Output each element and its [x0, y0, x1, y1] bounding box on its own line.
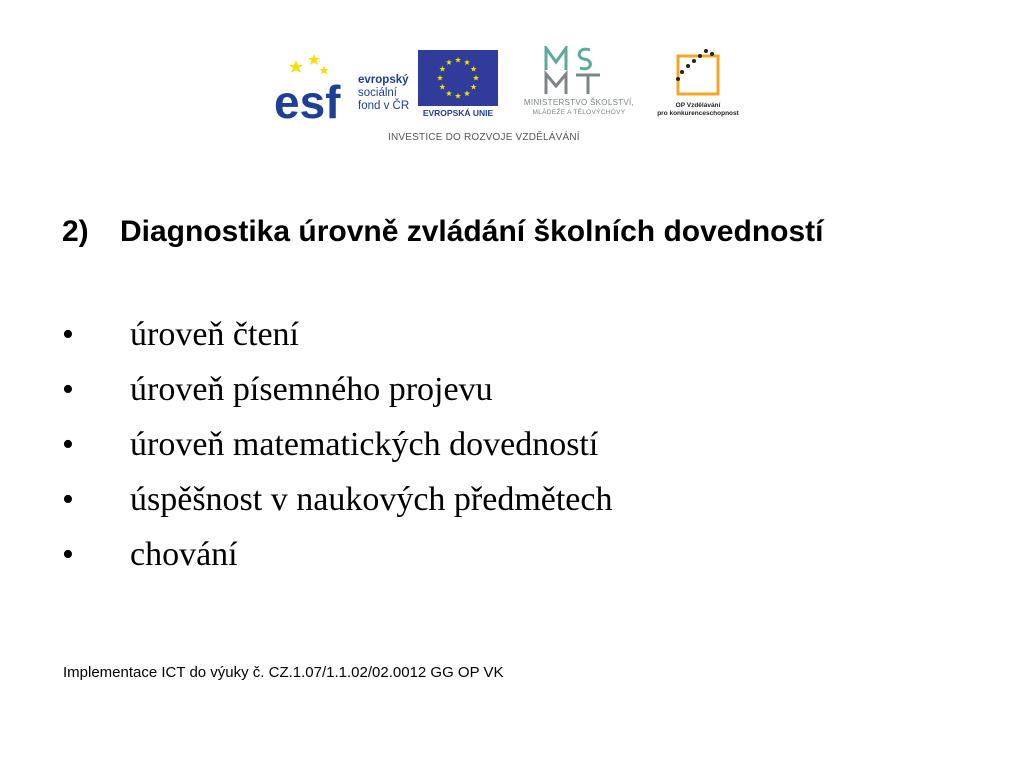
bullet-icon: •	[62, 481, 74, 518]
bullet-text: chování	[130, 536, 238, 573]
bullet-icon: •	[62, 536, 74, 573]
eu-star-icon	[446, 90, 452, 96]
list-item	[62, 530, 962, 585]
bullet-text: úroveň čtení	[130, 316, 299, 353]
eu-logo	[416, 50, 500, 124]
opvk-line-2: pro konkurenceschopnost	[657, 110, 739, 117]
eu-label: EVROPSKÁ UNIE	[422, 108, 494, 118]
opvk-logo	[652, 48, 744, 128]
msmt-line-1: MINISTERSTVO ŠKOLSTVÍ,	[523, 98, 635, 107]
eu-star-icon	[471, 66, 477, 72]
esf-line-2: sociální	[358, 87, 397, 99]
eu-star-icon	[439, 66, 445, 72]
eu-star-icon	[464, 59, 470, 65]
list-item	[62, 420, 962, 475]
eu-star-icon	[439, 84, 445, 90]
eu-flag-icon	[418, 50, 498, 106]
esf-wordmark: esf	[274, 76, 341, 122]
opvk-mark-icon	[670, 48, 726, 98]
bullet-icon: •	[62, 316, 74, 353]
esf-logo	[274, 50, 414, 122]
heading-number: 2)	[62, 215, 89, 248]
logo-banner	[270, 44, 760, 149]
msmt-line-2: MLÁDEŽE A TĚLOVÝCHOVY	[532, 109, 626, 116]
heading-text: Diagnostika úrovně zvládání školních dovedností	[120, 215, 824, 248]
eu-star-icon	[446, 59, 452, 65]
list-item	[62, 310, 962, 365]
esf-line-3: fond v ČR	[358, 100, 410, 112]
bullet-text: úroveň písemného projevu	[130, 371, 493, 408]
banner-tagline: INVESTICE DO ROZVOJE VZDĚLÁVÁNÍ	[388, 132, 580, 143]
eu-stars-icon	[418, 50, 498, 106]
eu-star-icon	[464, 90, 470, 96]
bullet-icon: •	[62, 426, 74, 463]
footer-text: Implementace ICT do výuky č. CZ.1.07/1.1.02/02.0012 GG OP VK	[63, 664, 504, 681]
eu-star-icon	[471, 84, 477, 90]
msmt-mark-icon	[542, 46, 616, 96]
bullet-text: úspěšnost v naukových předmětech	[130, 481, 613, 518]
list-item	[62, 475, 962, 530]
list-item	[62, 365, 962, 420]
msmt-logo	[508, 46, 650, 120]
eu-star-icon	[437, 75, 443, 81]
eu-star-icon	[455, 93, 461, 99]
eu-star-icon	[473, 75, 479, 81]
esf-line-1: evropský	[358, 74, 409, 86]
esf-text	[358, 74, 409, 113]
eu-star-icon	[455, 57, 461, 63]
opvk-line-1: OP Vzdělávání	[675, 102, 721, 109]
bullet-list	[62, 310, 962, 585]
bullet-text: úroveň matematických dovedností	[130, 426, 599, 463]
bullet-icon: •	[62, 371, 74, 408]
esf-letters-icon	[274, 52, 354, 122]
